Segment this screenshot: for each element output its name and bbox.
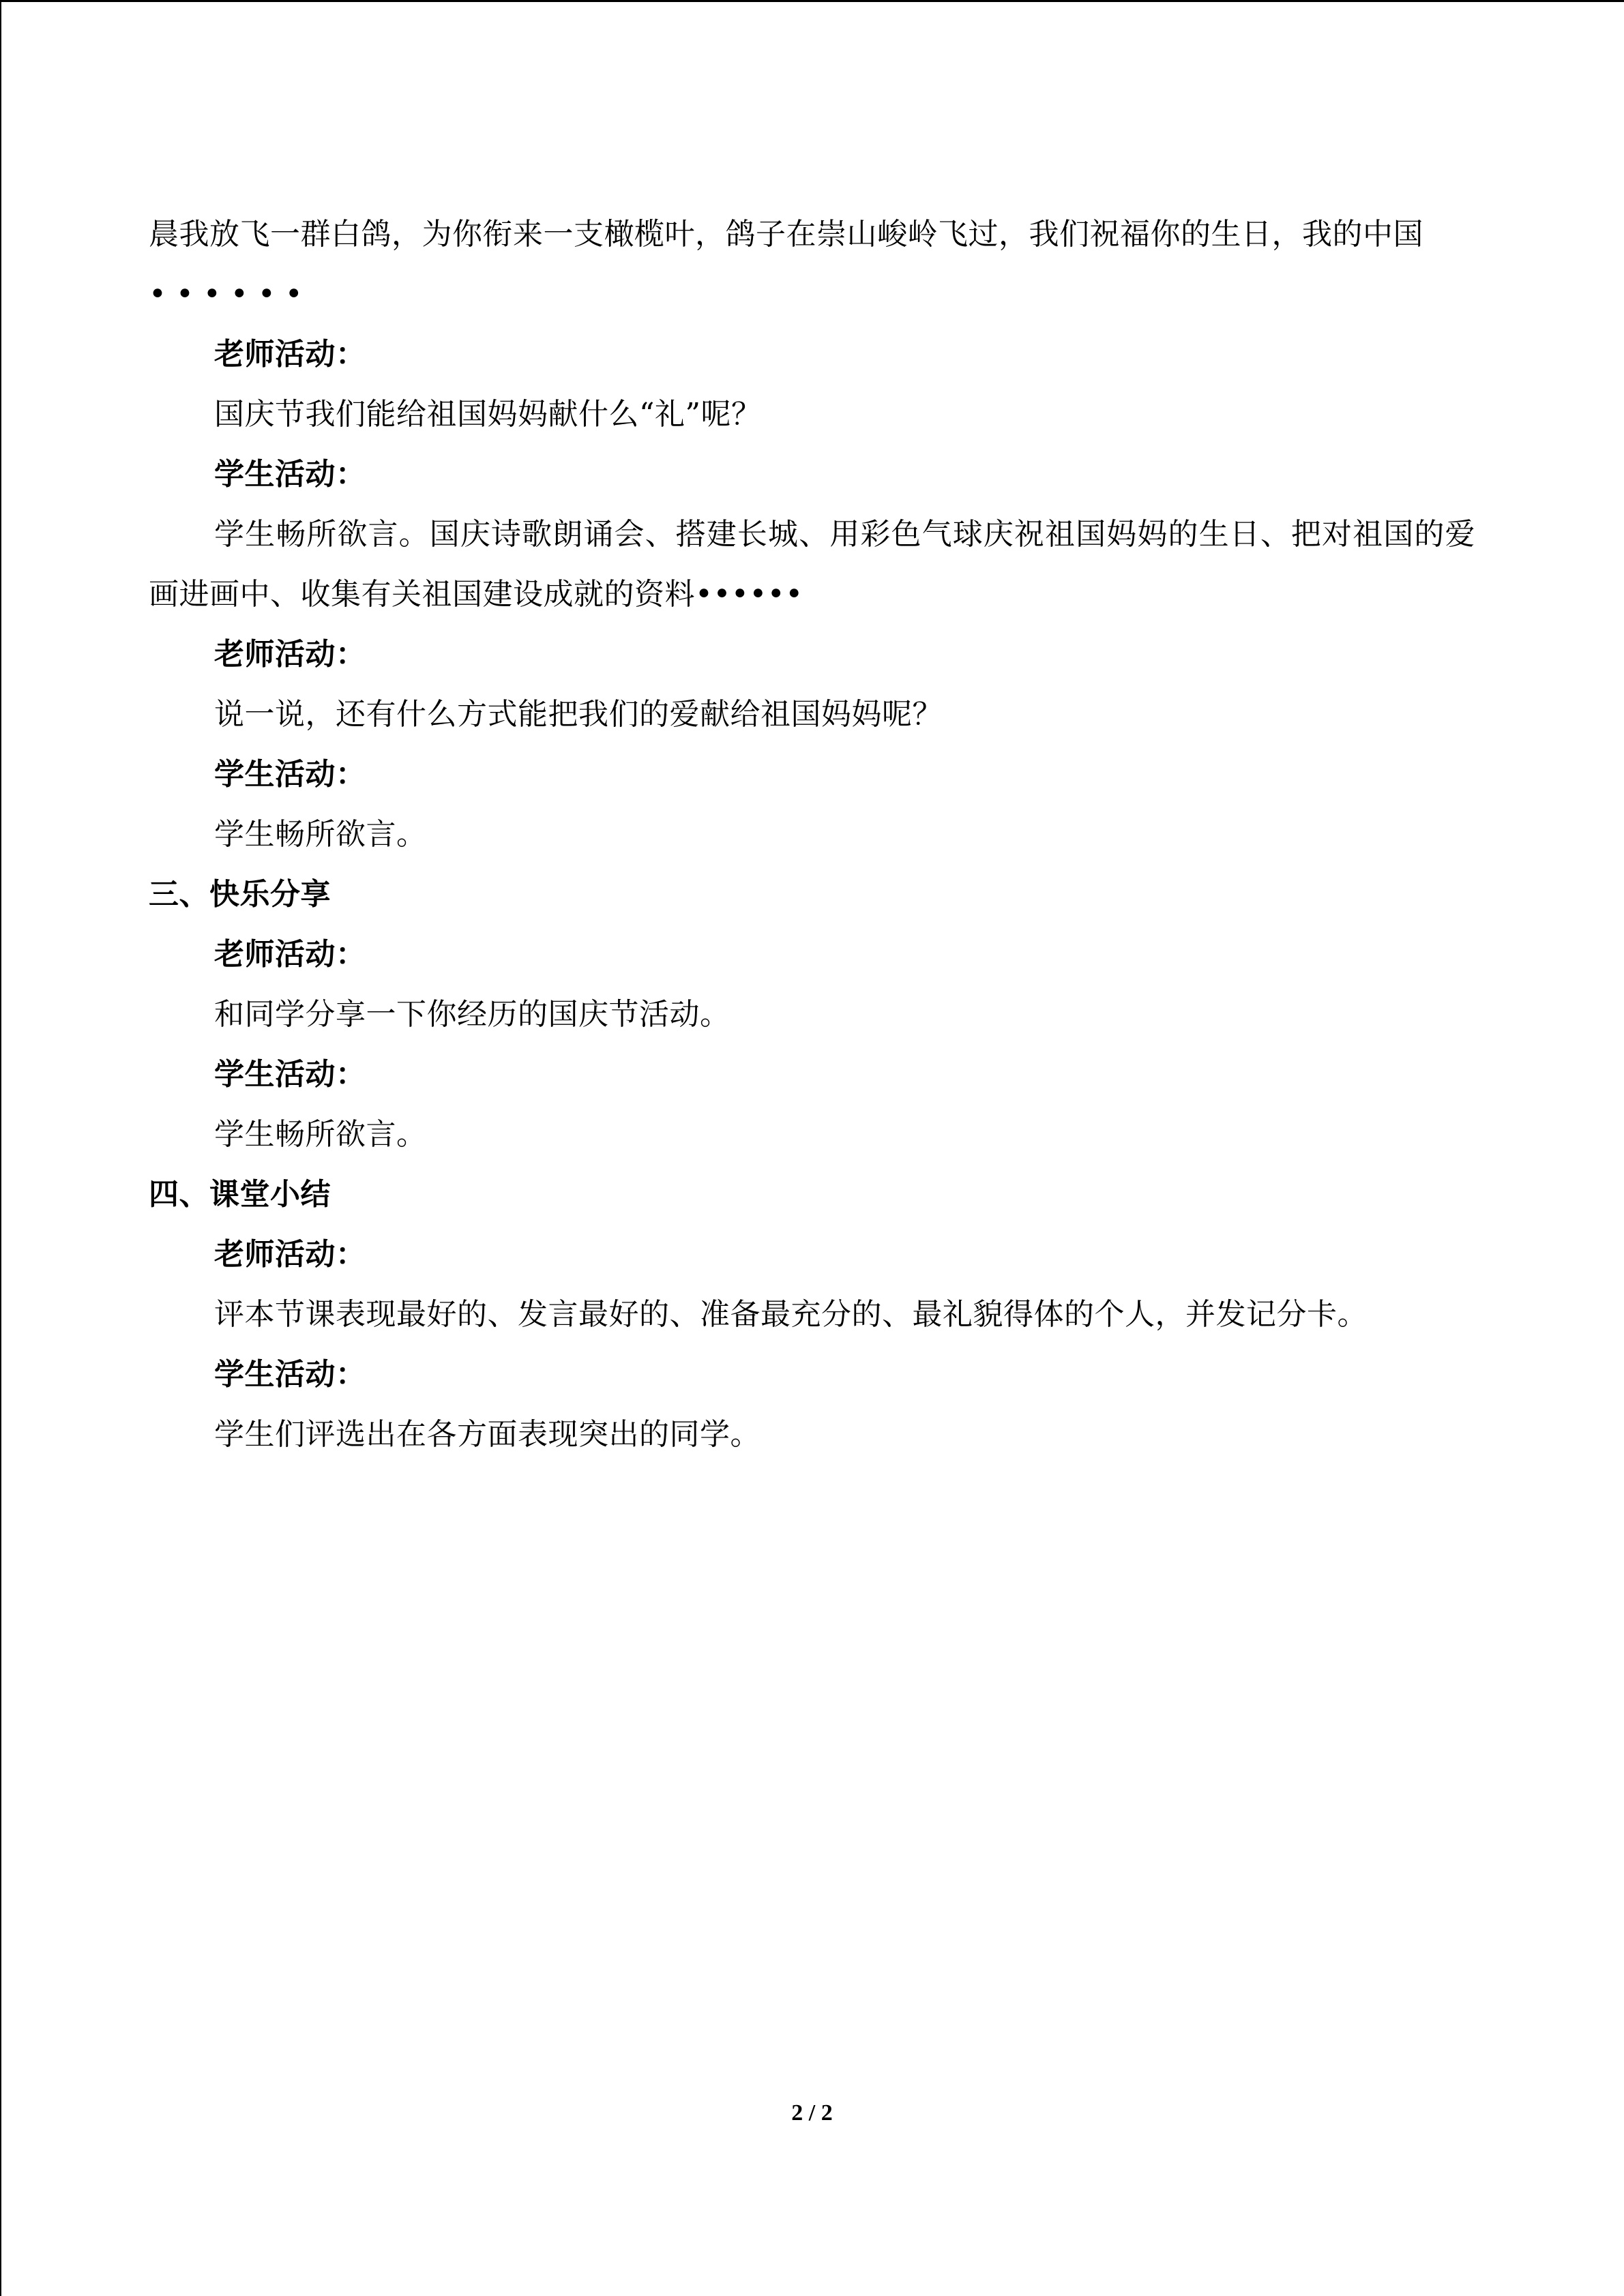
- teacher-activity-label: 老师活动：: [214, 637, 366, 672]
- teacher-activity-text: 国庆节我们能给祖国妈妈献什么“礼”呢？: [214, 397, 762, 432]
- page-border-left: [0, 0, 1, 2296]
- section-heading-share: 三、快乐分享: [149, 877, 331, 912]
- page-border-top: [0, 0, 1624, 2]
- page-number: 2 / 2: [791, 2100, 833, 2126]
- student-activity-text: 学生畅所欲言。: [214, 817, 427, 852]
- teacher-activity-label: 老师活动：: [214, 337, 366, 372]
- teacher-activity-text: 和同学分享一下你经历的国庆节活动。: [214, 997, 730, 1032]
- teacher-activity-text: 说一说，还有什么方式能把我们的爱献给祖国妈妈呢？: [214, 697, 943, 732]
- document-body: [149, 205, 1475, 1465]
- poem-ellipsis: ••••••: [149, 277, 312, 312]
- student-activity-label: 学生活动：: [214, 757, 366, 792]
- student-activity-label: 学生活动：: [214, 1057, 366, 1092]
- section-heading-summary: 四、课堂小结: [149, 1177, 331, 1212]
- student-activity-label: 学生活动：: [214, 1357, 366, 1392]
- student-activity-text: 学生们评选出在各方面表现突出的同学。: [214, 1417, 761, 1452]
- teacher-activity-label: 老师活动：: [214, 937, 366, 972]
- student-activity-text: 学生畅所欲言。国庆诗歌朗诵会、搭建长城、用彩色气球庆祝祖国妈妈的生日、把对祖国的爱画进画中、收集有关祖国建设成就的资料••••••: [149, 517, 1475, 612]
- poem-continued-text: 晨我放飞一群白鸽，为你衔来一支橄榄叶，鸽子在崇山峻岭飞过，我们祝福你的生日，我的中国: [149, 217, 1423, 252]
- teacher-activity-text: 评本节课表现最好的、发言最好的、准备最充分的、最礼貌得体的个人，并发记分卡。: [214, 1297, 1368, 1332]
- student-activity-label: 学生活动：: [214, 457, 366, 492]
- student-activity-text: 学生畅所欲言。: [214, 1117, 427, 1152]
- teacher-activity-label: 老师活动：: [214, 1237, 366, 1272]
